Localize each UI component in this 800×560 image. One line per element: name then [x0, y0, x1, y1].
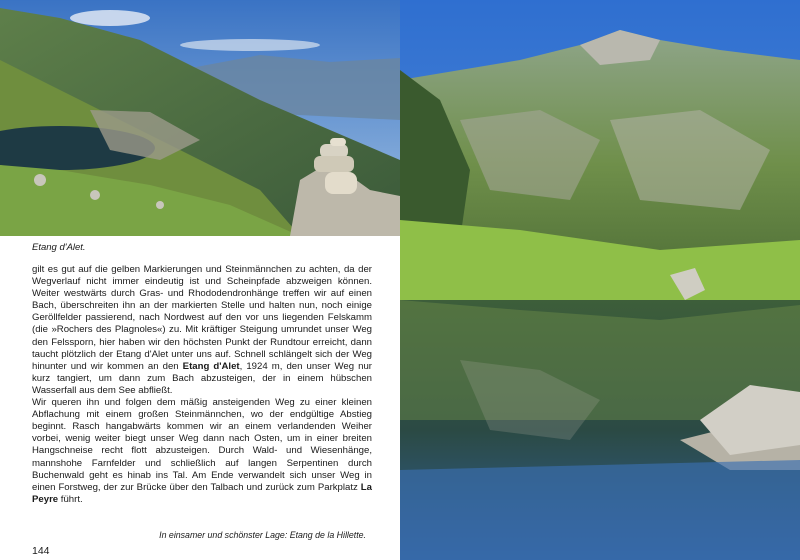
- paragraph-2: Wir queren ihn und folgen dem mäßig ansteigenden Weg zu einer kleinen Abflachung mit einem großen Steinmännchen, wo der endgültige Abstieg beginnt. Rasch hangabwärts kommen wir an einem verlandenden Weiher vorbei, wenig weiter biegt unser Weg dann nach Osten, um in einer breiten Hangschneise recht flott abzusteigen. Durch Wald- und Wiesenhänge, mannshohe Farnfelder und schließlich auf langen Serpentinen durch Buchenwald geht es hinab ins Tal. Am Ende verwandelt sich unser Weg in einen Forstweg, der zur Brücke über den Talbach und zurück zum Parkplatz La Peyre führt.: [32, 397, 372, 505]
- paragraph-1: gilt es gut auf die gelben Markierungen und Steinmännchen zu achten, da der Wegverlauf nicht immer eindeutig ist und Scheinpfade abzweigen können. Weiter westwärts durch Gras- und Rhododendronhänge treffen wir auf einen Bach, überschreiten ihn an der markierten Stelle und halten nun, noch einige Geröllfelder passierend, nach Nordwest auf den vor uns liegenden Felskamm (die »Rochers des Plagnoles«) zu. Mit kräftiger Steigung umrundet unser Weg den Felssporn, hier haben wir den höchsten Punkt der Rundtour erreicht, dann taucht plötzlich der Etang d'Alet unter uns auf. Schnell schlängelt sich der Weg hinunter und wir kommen an den Etang d'Alet, 1924 m, den unser Weg nur kurz tangiert, um dann zum Bach abzusteigen, der in einem hübschen Wasserfall aus dem See abfließt.: [32, 264, 372, 396]
- page-number: 144: [32, 545, 50, 557]
- etang-hillette-photo: [400, 0, 800, 560]
- facing-photo-caption: In einsamer und schönster Lage: Etang de la Hillette.: [159, 530, 366, 540]
- photo-caption: Etang d'Alet.: [32, 242, 86, 253]
- body-text: [32, 264, 372, 506]
- etang-dalet-photo: [0, 0, 400, 236]
